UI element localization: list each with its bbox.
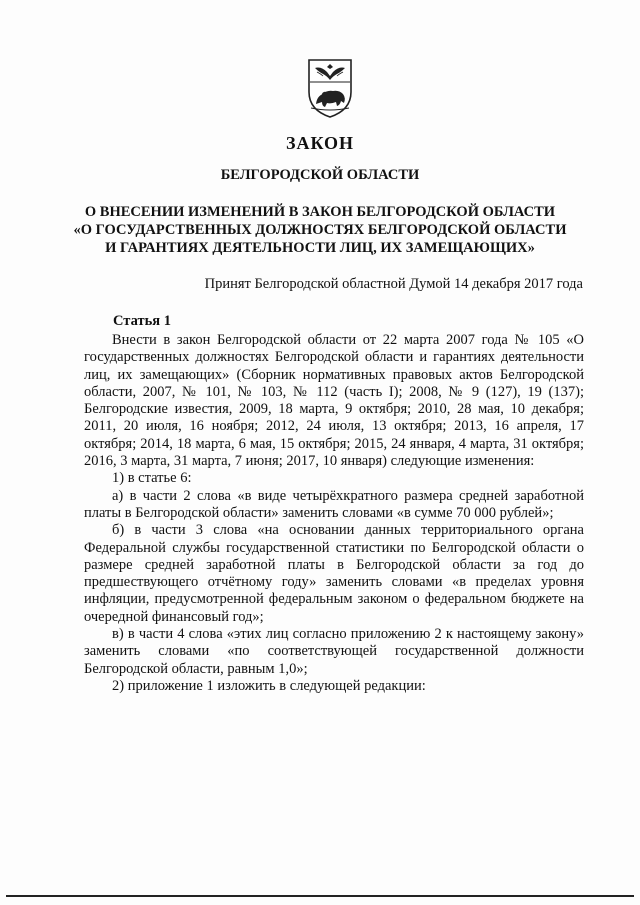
- law-subject-line: О ВНЕСЕНИИ ИЗМЕНЕНИЙ В ЗАКОН БЕЛГОРОДСКОЙ ОБЛАСТИ: [84, 204, 556, 220]
- adoption-note: Принят Белгородской областной Думой 14 декабря 2017 года: [204, 276, 583, 292]
- law-subject-line: «О ГОСУДАРСТВЕННЫХ ДОЛЖНОСТЯХ БЕЛГОРОДСКОЙ ОБЛАСТИ: [73, 222, 567, 238]
- article-paragraph: 1) в статье 6:: [112, 470, 192, 487]
- law-subject-title: [0, 203, 640, 257]
- page-bottom-divider: [6, 895, 634, 897]
- law-subject-line: И ГАРАНТИЯХ ДЕЯТЕЛЬНОСТИ ЛИЦ, ИХ ЗАМЕЩАЮЩИХ»: [105, 240, 535, 256]
- coat-of-arms-icon: [303, 54, 357, 120]
- article-heading: Статья 1: [113, 313, 171, 329]
- article-body: [84, 332, 584, 695]
- region-title: БЕЛГОРОДСКОЙ ОБЛАСТИ: [220, 167, 420, 183]
- article-paragraph: в) в части 4 слова «этих лиц согласно приложению 2 к настоящему закону» заменить словами «по соответствующей государственной должности Белгородской области, равным 1,0»;: [84, 626, 584, 677]
- article-paragraph: 2) приложение 1 изложить в следующей редакции:: [112, 677, 426, 694]
- article-paragraph: а) в части 2 слова «в виде четырёхкратного размера средней заработной платы в Белгородской области» заменить словами «в сумме 70 000 рублей»;: [84, 487, 584, 521]
- article-paragraph: б) в части 3 слова «на основании данных территориального органа Федеральной службы государственной статистики по Белгородской области о размере средней заработной платы в Белгородской области за год до предшествующего отчётному году» заменить словами «в пределах уровня инфляции, предусмотренной федеральным законом о федеральном бюджете на очередной финансовый год»;: [84, 522, 584, 625]
- article-paragraph: Внести в закон Белгородской области от 22 марта 2007 года № 105 «О государственных должностях Белгородской области и гарантиях деятельности лиц, их замещающих» (Сборник нормативных правовых актов Белгородской области, 2007, № 101, № 103, № 112 (часть I); 2008, № 9 (127), 19 (137); Белгородские известия, 2009, 18 марта, 9 октября; 2010, 28 мая, 10 декабря; 2011, 20 июля, 16 ноября; 2012, 24 июля, 13 октября; 2013, 16 апреля, 17 октября; 2014, 18 марта, 6 мая, 15 октября; 2015, 24 января, 4 марта, 31 октября; 2016, 3 марта, 31 марта, 7 июня; 2017, 10 января) следующие изменения:: [84, 332, 584, 470]
- document-type-title: ЗАКОН: [285, 133, 355, 153]
